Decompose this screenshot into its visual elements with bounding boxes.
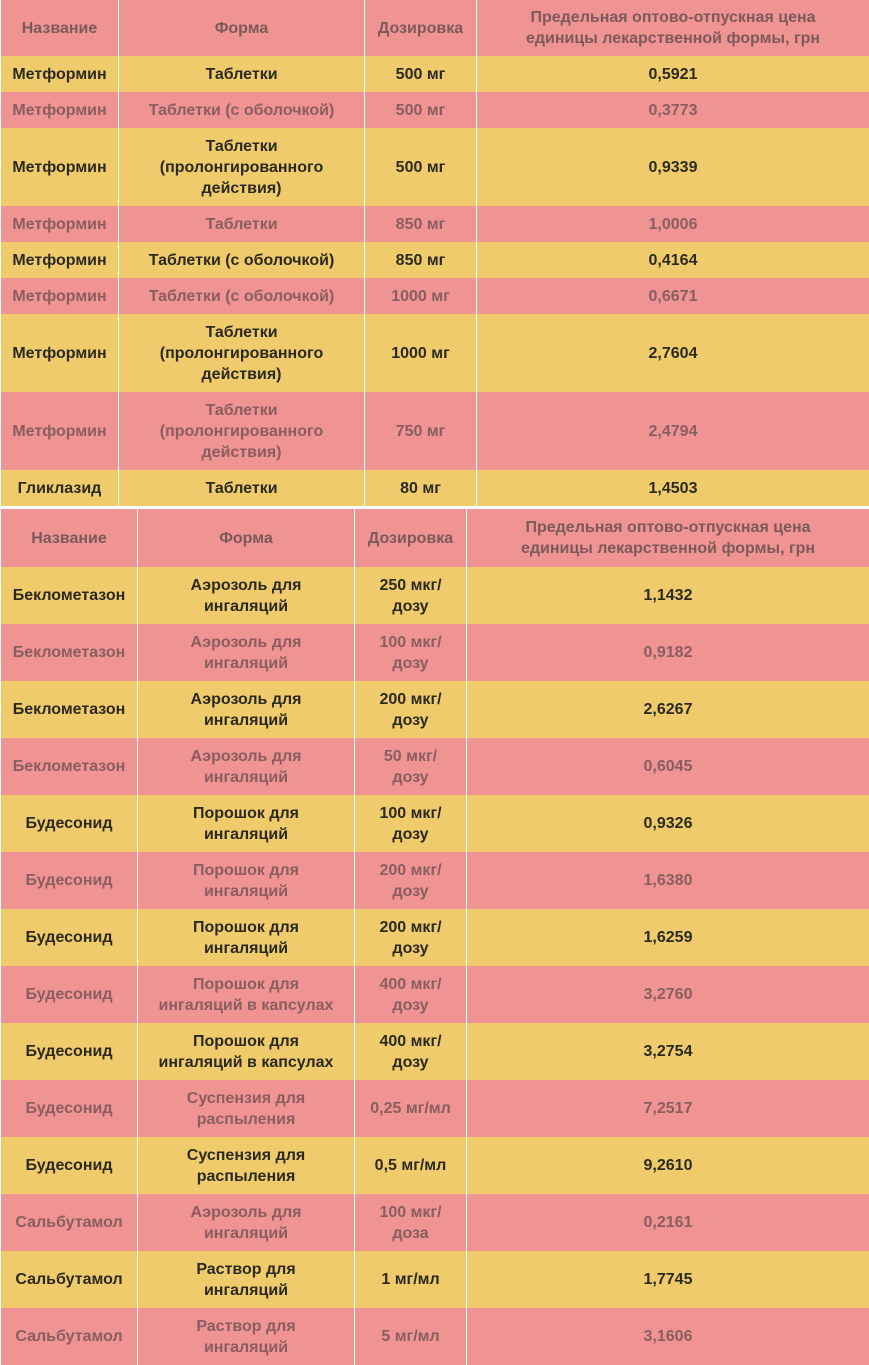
cell-form — [138, 1251, 355, 1308]
cell-dose-line: дозу — [359, 938, 462, 959]
cell-price: 0,9339 — [477, 128, 869, 206]
cell-name: Сальбутамол — [1, 1194, 138, 1251]
cell-price: 0,4164 — [477, 242, 869, 278]
table-row — [1, 392, 869, 470]
cell-form-line: Раствор для — [142, 1259, 350, 1280]
cell-form — [119, 392, 365, 470]
cell-name: Будесонид — [1, 795, 138, 852]
cell-form-line: Порошок для — [142, 974, 350, 995]
cell-dose — [355, 795, 467, 852]
cell-price: 0,6671 — [477, 278, 869, 314]
cell-form-line: (пролонгированного — [123, 157, 360, 178]
cell-form — [119, 314, 365, 392]
cell-form-line: Суспензия для — [142, 1145, 350, 1166]
cell-dose-line: 50 мкг/ — [359, 746, 462, 767]
cell-form-line: Порошок для — [142, 1031, 350, 1052]
cell-form-line: ингаляций — [142, 1223, 350, 1244]
cell-dose: 500 мг — [365, 56, 477, 92]
cell-form — [138, 681, 355, 738]
cell-name: Гликлазид — [1, 470, 119, 506]
cell-form-line: Аэрозоль для — [142, 689, 350, 710]
cell-name: Метформин — [1, 242, 119, 278]
cell-dose-line: 200 мкг/ — [359, 860, 462, 881]
cell-dose: 850 мг — [365, 206, 477, 242]
cell-dose-line: 200 мкг/ — [359, 689, 462, 710]
cell-form-line: Суспензия для — [142, 1088, 350, 1109]
cell-form — [138, 1194, 355, 1251]
header-price — [477, 0, 869, 56]
cell-form — [138, 738, 355, 795]
cell-form — [138, 966, 355, 1023]
cell-dose-line: дозу — [359, 653, 462, 674]
cell-price: 2,4794 — [477, 392, 869, 470]
cell-form — [138, 624, 355, 681]
cell-dose-line: 400 мкг/ — [359, 1031, 462, 1052]
cell-name: Метформин — [1, 56, 119, 92]
cell-name: Беклометазон — [1, 738, 138, 795]
header-price-line1: Предельная оптово-отпускная цена — [481, 7, 865, 28]
cell-form — [119, 128, 365, 206]
cell-dose — [355, 966, 467, 1023]
cell-dose-line: дозу — [359, 767, 462, 788]
table-row — [1, 1308, 869, 1365]
cell-dose — [355, 1080, 467, 1137]
cell-form-line: Аэрозоль для — [142, 632, 350, 653]
cell-dose: 500 мг — [365, 92, 477, 128]
table-row — [1, 1080, 869, 1137]
cell-name: Будесонид — [1, 966, 138, 1023]
cell-name: Будесонид — [1, 852, 138, 909]
header-price-line2: единицы лекарственной формы, грн — [471, 538, 865, 559]
cell-form: Таблетки (с оболочкой) — [119, 242, 365, 278]
header-price-line2: единицы лекарственной формы, грн — [481, 28, 865, 49]
cell-name: Метформин — [1, 92, 119, 128]
table-row — [1, 470, 869, 506]
table-row — [1, 909, 869, 966]
cell-name: Беклометазон — [1, 567, 138, 624]
header-price-line1: Предельная оптово-отпускная цена — [471, 517, 865, 538]
table-row — [1, 128, 869, 206]
cell-price: 1,4503 — [477, 470, 869, 506]
cell-dose: 850 мг — [365, 242, 477, 278]
cell-name: Будесонид — [1, 909, 138, 966]
cell-dose-line: 5 мг/мл — [359, 1326, 462, 1347]
cell-dose-line: 400 мкг/ — [359, 974, 462, 995]
cell-dose: 1000 мг — [365, 314, 477, 392]
table-row — [1, 92, 869, 128]
table-row — [1, 1251, 869, 1308]
cell-dose: 750 мг — [365, 392, 477, 470]
cell-dose — [355, 1308, 467, 1365]
cell-price: 3,2760 — [467, 966, 869, 1023]
table-row — [1, 567, 869, 624]
cell-dose-line: дозу — [359, 596, 462, 617]
cell-dose-line: 0,5 мг/мл — [359, 1155, 462, 1176]
table-row — [1, 738, 869, 795]
cell-form — [138, 1137, 355, 1194]
cell-name: Будесонид — [1, 1080, 138, 1137]
table1-body — [1, 56, 869, 506]
cell-name: Беклометазон — [1, 624, 138, 681]
cell-dose: 500 мг — [365, 128, 477, 206]
cell-name: Метформин — [1, 314, 119, 392]
header-price — [467, 509, 869, 567]
table-row — [1, 242, 869, 278]
cell-dose — [355, 1023, 467, 1080]
cell-price: 7,2517 — [467, 1080, 869, 1137]
cell-form: Таблетки — [119, 206, 365, 242]
cell-dose-line: дозу — [359, 995, 462, 1016]
cell-name: Метформин — [1, 278, 119, 314]
table-row — [1, 1194, 869, 1251]
cell-price: 3,2754 — [467, 1023, 869, 1080]
table-header-row — [1, 0, 869, 56]
cell-price: 0,2161 — [467, 1194, 869, 1251]
cell-dose — [355, 1251, 467, 1308]
cell-form: Таблетки (с оболочкой) — [119, 92, 365, 128]
cell-dose — [355, 567, 467, 624]
cell-price: 3,1606 — [467, 1308, 869, 1365]
cell-name: Метформин — [1, 392, 119, 470]
cell-form-line: Аэрозоль для — [142, 746, 350, 767]
cell-form: Таблетки — [119, 470, 365, 506]
cell-dose-line: 100 мкг/ — [359, 803, 462, 824]
cell-form — [138, 852, 355, 909]
cell-price: 2,7604 — [477, 314, 869, 392]
cell-price: 0,5921 — [477, 56, 869, 92]
cell-price: 1,6380 — [467, 852, 869, 909]
table-row — [1, 624, 869, 681]
cell-price: 0,6045 — [467, 738, 869, 795]
cell-form-line: действия) — [123, 178, 360, 199]
cell-dose — [355, 1194, 467, 1251]
cell-form-line: Порошок для — [142, 917, 350, 938]
cell-price: 9,2610 — [467, 1137, 869, 1194]
cell-form-line: распыления — [142, 1109, 350, 1130]
cell-dose-line: 0,25 мг/мл — [359, 1098, 462, 1119]
cell-form-line: Аэрозоль для — [142, 1202, 350, 1223]
cell-form-line: ингаляций — [142, 824, 350, 845]
cell-dose-line: 100 мкг/ — [359, 1202, 462, 1223]
cell-form — [138, 1023, 355, 1080]
header-form: Форма — [119, 0, 365, 56]
cell-price: 1,6259 — [467, 909, 869, 966]
table-row — [1, 966, 869, 1023]
cell-name: Сальбутамол — [1, 1308, 138, 1365]
cell-name: Метформин — [1, 128, 119, 206]
cell-dose: 80 мг — [365, 470, 477, 506]
cell-form — [138, 567, 355, 624]
cell-dose-line: 250 мкг/ — [359, 575, 462, 596]
cell-form-line: Порошок для — [142, 860, 350, 881]
cell-price: 2,6267 — [467, 681, 869, 738]
cell-dose-line: 100 мкг/ — [359, 632, 462, 653]
table-row — [1, 852, 869, 909]
cell-name: Беклометазон — [1, 681, 138, 738]
table-row — [1, 314, 869, 392]
cell-form-line: Раствор для — [142, 1316, 350, 1337]
cell-form — [138, 795, 355, 852]
cell-dose-line: 1 мг/мл — [359, 1269, 462, 1290]
header-name: Название — [1, 509, 138, 567]
header-dose: Дозировка — [365, 0, 477, 56]
cell-price: 1,7745 — [467, 1251, 869, 1308]
cell-form-line: ингаляций в капсулах — [142, 1052, 350, 1073]
cell-name: Сальбутамол — [1, 1251, 138, 1308]
cell-form-line: ингаляций — [142, 767, 350, 788]
cell-price: 0,9182 — [467, 624, 869, 681]
cell-form-line: Порошок для — [142, 803, 350, 824]
cell-price: 0,9326 — [467, 795, 869, 852]
cell-name: Будесонид — [1, 1023, 138, 1080]
cell-price: 1,0006 — [477, 206, 869, 242]
table-row — [1, 1137, 869, 1194]
cell-price: 0,3773 — [477, 92, 869, 128]
table-row — [1, 56, 869, 92]
cell-form-line: ингаляций — [142, 710, 350, 731]
header-name: Название — [1, 0, 119, 56]
cell-form-line: Таблетки — [123, 322, 360, 343]
table2-body — [1, 567, 869, 1365]
cell-form-line: распыления — [142, 1166, 350, 1187]
cell-dose-line: дозу — [359, 824, 462, 845]
cell-form — [138, 909, 355, 966]
cell-form-line: ингаляций — [142, 596, 350, 617]
table-row — [1, 1023, 869, 1080]
table-row — [1, 681, 869, 738]
cell-form-line: (пролонгированного — [123, 343, 360, 364]
cell-form-line: действия) — [123, 442, 360, 463]
cell-form-line: действия) — [123, 364, 360, 385]
cell-dose — [355, 909, 467, 966]
cell-form-line: Аэрозоль для — [142, 575, 350, 596]
table-header-row — [1, 509, 869, 567]
cell-form: Таблетки — [119, 56, 365, 92]
cell-form-line: ингаляций — [142, 1337, 350, 1358]
cell-dose-line: доза — [359, 1223, 462, 1244]
price-table-inhalers — [0, 509, 869, 1365]
cell-form-line: ингаляций — [142, 938, 350, 959]
header-form: Форма — [138, 509, 355, 567]
cell-form: Таблетки (с оболочкой) — [119, 278, 365, 314]
table-row — [1, 206, 869, 242]
cell-name: Будесонид — [1, 1137, 138, 1194]
cell-form-line: ингаляций — [142, 653, 350, 674]
cell-dose-line: дозу — [359, 1052, 462, 1073]
price-table-metformin — [0, 0, 869, 506]
cell-dose-line: дозу — [359, 881, 462, 902]
cell-form-line: (пролонгированного — [123, 421, 360, 442]
cell-form-line: Таблетки — [123, 136, 360, 157]
cell-dose — [355, 624, 467, 681]
table-row — [1, 278, 869, 314]
cell-dose-line: 200 мкг/ — [359, 917, 462, 938]
cell-form-line: ингаляций — [142, 1280, 350, 1301]
cell-form — [138, 1080, 355, 1137]
cell-dose-line: дозу — [359, 710, 462, 731]
cell-dose — [355, 852, 467, 909]
cell-dose — [355, 1137, 467, 1194]
cell-name: Метформин — [1, 206, 119, 242]
cell-form-line: ингаляций в капсулах — [142, 995, 350, 1016]
cell-dose — [355, 681, 467, 738]
cell-form — [138, 1308, 355, 1365]
cell-dose — [355, 738, 467, 795]
cell-form-line: Таблетки — [123, 400, 360, 421]
cell-form-line: ингаляций — [142, 881, 350, 902]
cell-dose: 1000 мг — [365, 278, 477, 314]
header-dose: Дозировка — [355, 509, 467, 567]
table-row — [1, 795, 869, 852]
cell-price: 1,1432 — [467, 567, 869, 624]
